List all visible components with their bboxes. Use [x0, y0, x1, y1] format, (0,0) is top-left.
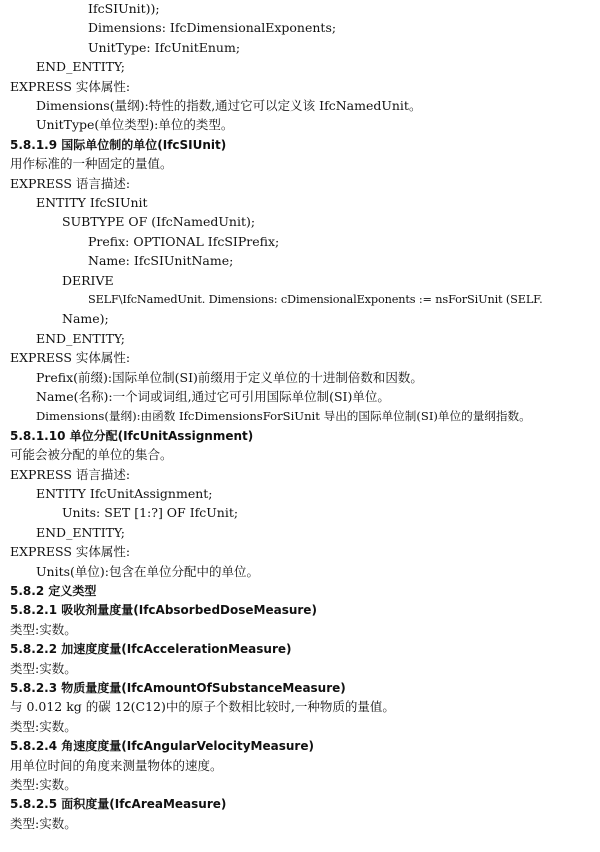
body-text: 类型:实数。	[10, 621, 77, 637]
code-line: SUBTYPE OF (IfcNamedUnit);	[62, 214, 256, 230]
body-text: EXPRESS 语言描述:	[10, 175, 131, 191]
body-text: Units(单位):包含在单位分配中的单位。	[36, 563, 259, 579]
code-line: UnitType: IfcUnitEnum;	[88, 39, 241, 55]
section-heading: 5.8.2 定义类型	[10, 584, 97, 598]
body-text: 类型:实数。	[10, 660, 77, 676]
section-heading: 5.8.2.3 物质量度量(IfcAmountOfSubstanceMeasure)	[10, 681, 346, 695]
body-text: Dimensions(量纲):特性的指数,通过它可以定义该 IfcNamedUnit。	[36, 98, 422, 113]
code-line: DERIVE	[62, 272, 114, 288]
code-line: ENTITY IfcUnitAssignment;	[36, 486, 213, 501]
code-line: END_ENTITY;	[36, 524, 125, 540]
code-line: IfcSIUnit));	[88, 1, 160, 16]
code-line: Name: IfcSIUnitName;	[88, 253, 234, 269]
code-line: ENTITY IfcSIUnit	[36, 195, 148, 210]
body-text: EXPRESS 语言描述:	[10, 466, 131, 482]
body-text: 用作标准的一种固定的量值。	[10, 156, 173, 172]
section-heading: 5.8.2.5 面积度量(IfcAreaMeasure)	[10, 797, 227, 812]
body-text: EXPRESS 实体属性:	[10, 544, 131, 560]
body-text: 类型:实数。	[10, 718, 77, 734]
body-text: EXPRESS 实体属性:	[10, 78, 131, 94]
body-text: UnitType(单位类型):单位的类型。	[36, 117, 234, 133]
body-text: 用单位时间的角度来测量物体的速度。	[10, 757, 223, 773]
code-line: Prefix: OPTIONAL IfcSIPrefix;	[88, 233, 280, 249]
section-heading: 5.8.2.4 角速度度量(IfcAngularVelocityMeasure)	[10, 739, 314, 754]
body-text: EXPRESS 实体属性:	[10, 350, 131, 366]
body-text: 类型:实数。	[10, 815, 77, 831]
section-heading: 5.8.2.2 加速度度量(IfcAccelerationMeasure)	[10, 642, 292, 657]
section-heading: 5.8.2.1 吸收剂量度量(IfcAbsorbedDoseMeasure)	[10, 603, 317, 618]
code-line: Dimensions: IfcDimensionalExponents;	[88, 20, 337, 36]
code-line: Name);	[62, 311, 109, 327]
code-line: END_ENTITY;	[36, 330, 125, 346]
code-line: END_ENTITY;	[36, 59, 125, 75]
code-line: Units: SET [1:?] OF IfcUnit;	[62, 505, 239, 521]
body-text: 与 0.012 kg 的碳 12(C12)中的原子个数相比较时,一种物质的量值。	[10, 699, 395, 715]
body-text: Dimensions(量纲):由函数 IfcDimensionsForSiUnit 导出的国际单位制(SI)单位的量纲指数。	[36, 409, 531, 424]
section-heading: 5.8.1.10 单位分配(IfcUnitAssignment)	[10, 428, 254, 443]
body-text: 类型:实数。	[10, 777, 77, 792]
body-text: Name(名称):一个词或词组,通过它可引用国际单位制(SI)单位。	[36, 389, 390, 404]
code-line: SELF\IfcNamedUnit. Dimensions: cDimensionalExponents := nsForSiUnit (SELF.	[88, 293, 543, 306]
body-text: Prefix(前缀):国际单位制(SI)前缀用于定义单位的十进制倍数和因数。	[36, 369, 423, 385]
section-heading: 5.8.1.9 国际单位制的单位(IfcSIUnit)	[10, 137, 227, 152]
body-text: 可能会被分配的单位的集合。	[10, 447, 173, 463]
